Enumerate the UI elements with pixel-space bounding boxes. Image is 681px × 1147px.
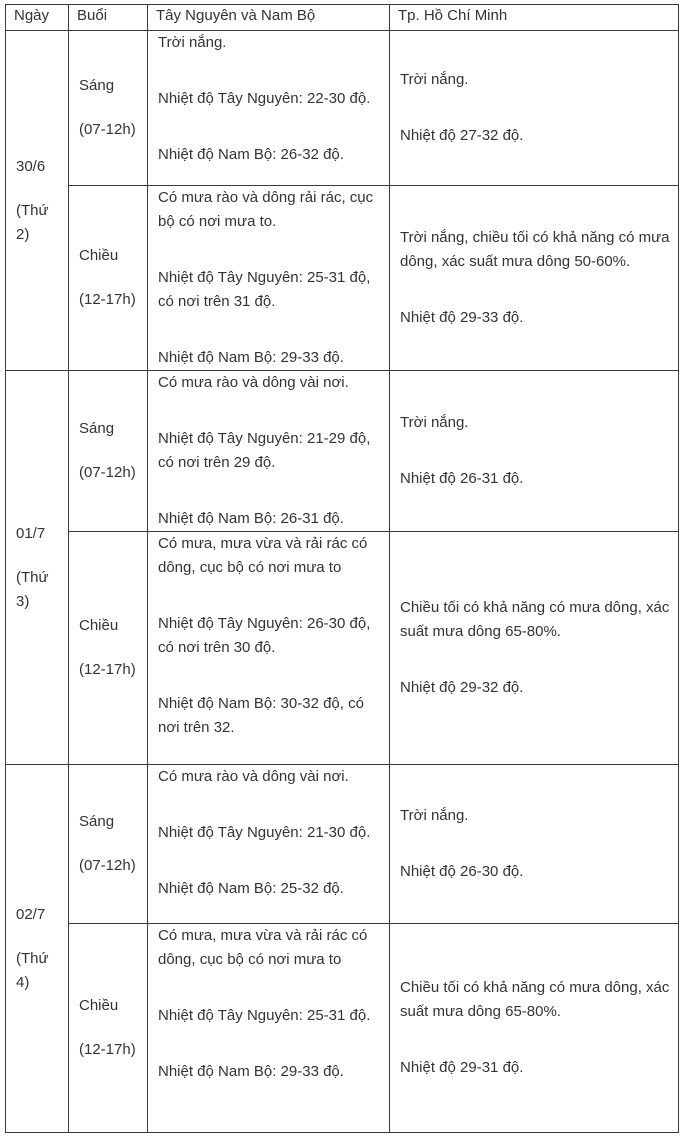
hcm-weather: Chiều tối có khả năng có mưa dông, xác suất mưa dông 65-80%. xyxy=(400,599,670,640)
hcm-temp: Nhiệt độ 27-32 độ. xyxy=(400,127,524,144)
region-weather: Có mưa rào và dông vài nơi. xyxy=(158,768,349,785)
session-name: Sáng xyxy=(79,420,115,437)
hcm-temp: Nhiệt độ 26-31 độ. xyxy=(400,470,524,487)
table-row xyxy=(6,186,679,371)
hcm-forecast-cell xyxy=(390,31,679,186)
table-row xyxy=(6,31,679,186)
table-row xyxy=(6,924,679,1133)
hcm-forecast-cell xyxy=(390,765,679,924)
session-name: Sáng xyxy=(79,813,115,830)
session-hours: (07-12h) xyxy=(79,464,136,481)
day-date: 01/7 xyxy=(16,524,46,542)
hcm-forecast-cell xyxy=(390,532,679,765)
session-cell xyxy=(69,765,148,924)
region-temp-nam-bo: Nhiệt độ Nam Bộ: 29-33 độ. xyxy=(158,349,344,366)
hcm-temp: Nhiệt độ 29-31 độ. xyxy=(400,1059,524,1076)
session-name: Sáng xyxy=(79,77,115,94)
region-temp-tay-nguyen: Nhiệt độ Tây Nguyên: 21-30 độ. xyxy=(158,824,371,841)
hcm-weather: Trời nắng, chiều tối có khả năng có mưa dông, xác suất mưa dông 50-60%. xyxy=(400,229,670,270)
region-temp-tay-nguyen: Nhiệt độ Tây Nguyên: 26-30 độ, có nơi trên 30 độ. xyxy=(158,615,371,656)
day-weekday: (Thứ 3) xyxy=(16,568,49,610)
region-temp-tay-nguyen: Nhiệt độ Tây Nguyên: 25-31 độ. xyxy=(158,1007,371,1024)
region-temp-nam-bo: Nhiệt độ Nam Bộ: 30-32 độ, có nơi trên 32. xyxy=(158,695,364,736)
hcm-weather: Chiều tối có khả năng có mưa dông, xác suất mưa dông 65-80%. xyxy=(400,979,670,1020)
region-weather: Có mưa, mưa vừa và rải rác có dông, cục bộ có nơi mưa to xyxy=(158,535,368,576)
header-day: Ngày xyxy=(6,5,69,31)
region-forecast-cell xyxy=(148,765,390,924)
session-cell xyxy=(69,532,148,765)
session-hours: (12-17h) xyxy=(79,291,136,308)
region-weather: Có mưa, mưa vừa và rải rác có dông, cục bộ có nơi mưa to xyxy=(158,927,368,968)
region-weather: Có mưa rào và dông rải rác, cục bộ có nơi mưa to. xyxy=(158,189,374,230)
session-hours: (07-12h) xyxy=(79,857,136,874)
table-row xyxy=(6,371,679,532)
day-date: 30/6 xyxy=(16,157,46,175)
region-temp-tay-nguyen: Nhiệt độ Tây Nguyên: 21-29 độ, có nơi trên 29 độ. xyxy=(158,430,371,471)
session-hours: (12-17h) xyxy=(79,1041,136,1058)
region-temp-nam-bo: Nhiệt độ Nam Bộ: 26-31 độ. xyxy=(158,510,344,527)
region-temp-tay-nguyen: Nhiệt độ Tây Nguyên: 25-31 độ, có nơi trên 31 độ. xyxy=(158,269,371,310)
session-cell xyxy=(69,31,148,186)
session-name: Chiều xyxy=(79,247,119,264)
region-forecast-cell xyxy=(148,371,390,532)
session-name: Chiều xyxy=(79,617,119,634)
hcm-forecast-cell xyxy=(390,186,679,371)
header-session: Buổi xyxy=(69,5,148,31)
hcm-forecast-cell xyxy=(390,371,679,532)
session-cell xyxy=(69,186,148,371)
region-weather: Trời nắng. xyxy=(158,34,227,51)
header-region: Tây Nguyên và Nam Bộ xyxy=(148,5,390,31)
hcm-weather: Trời nắng. xyxy=(400,414,469,431)
hcm-temp: Nhiệt độ 29-32 độ. xyxy=(400,679,524,696)
day-cell xyxy=(6,31,69,371)
region-weather: Có mưa rào và dông vài nơi. xyxy=(158,374,349,391)
table-row xyxy=(6,532,679,765)
hcm-weather: Trời nắng. xyxy=(400,807,469,824)
day-date: 02/7 xyxy=(16,905,46,923)
session-hours: (12-17h) xyxy=(79,661,136,678)
session-hours: (07-12h) xyxy=(79,121,136,138)
session-cell xyxy=(69,371,148,532)
region-forecast-cell xyxy=(148,186,390,371)
table-row xyxy=(6,765,679,924)
header-hcm: Tp. Hồ Chí Minh xyxy=(390,5,679,31)
hcm-temp: Nhiệt độ 26-30 độ. xyxy=(400,863,524,880)
region-temp-nam-bo: Nhiệt độ Nam Bộ: 26-32 độ. xyxy=(158,146,344,163)
hcm-weather: Trời nắng. xyxy=(400,71,469,88)
region-temp-nam-bo: Nhiệt độ Nam Bộ: 25-32 độ. xyxy=(158,880,344,897)
region-temp-nam-bo: Nhiệt độ Nam Bộ: 29-33 độ. xyxy=(158,1063,344,1080)
region-temp-tay-nguyen: Nhiệt độ Tây Nguyên: 22-30 độ. xyxy=(158,90,371,107)
weather-forecast-table xyxy=(5,4,679,1133)
table-header-row xyxy=(6,5,679,31)
day-weekday: (Thứ 4) xyxy=(16,949,49,991)
region-forecast-cell xyxy=(148,532,390,765)
day-cell xyxy=(6,765,69,1133)
day-weekday: (Thứ 2) xyxy=(16,201,49,243)
region-forecast-cell xyxy=(148,924,390,1133)
session-name: Chiều xyxy=(79,997,119,1014)
day-cell xyxy=(6,371,69,765)
hcm-forecast-cell xyxy=(390,924,679,1133)
session-cell xyxy=(69,924,148,1133)
region-forecast-cell xyxy=(148,31,390,186)
hcm-temp: Nhiệt độ 29-33 độ. xyxy=(400,309,524,326)
